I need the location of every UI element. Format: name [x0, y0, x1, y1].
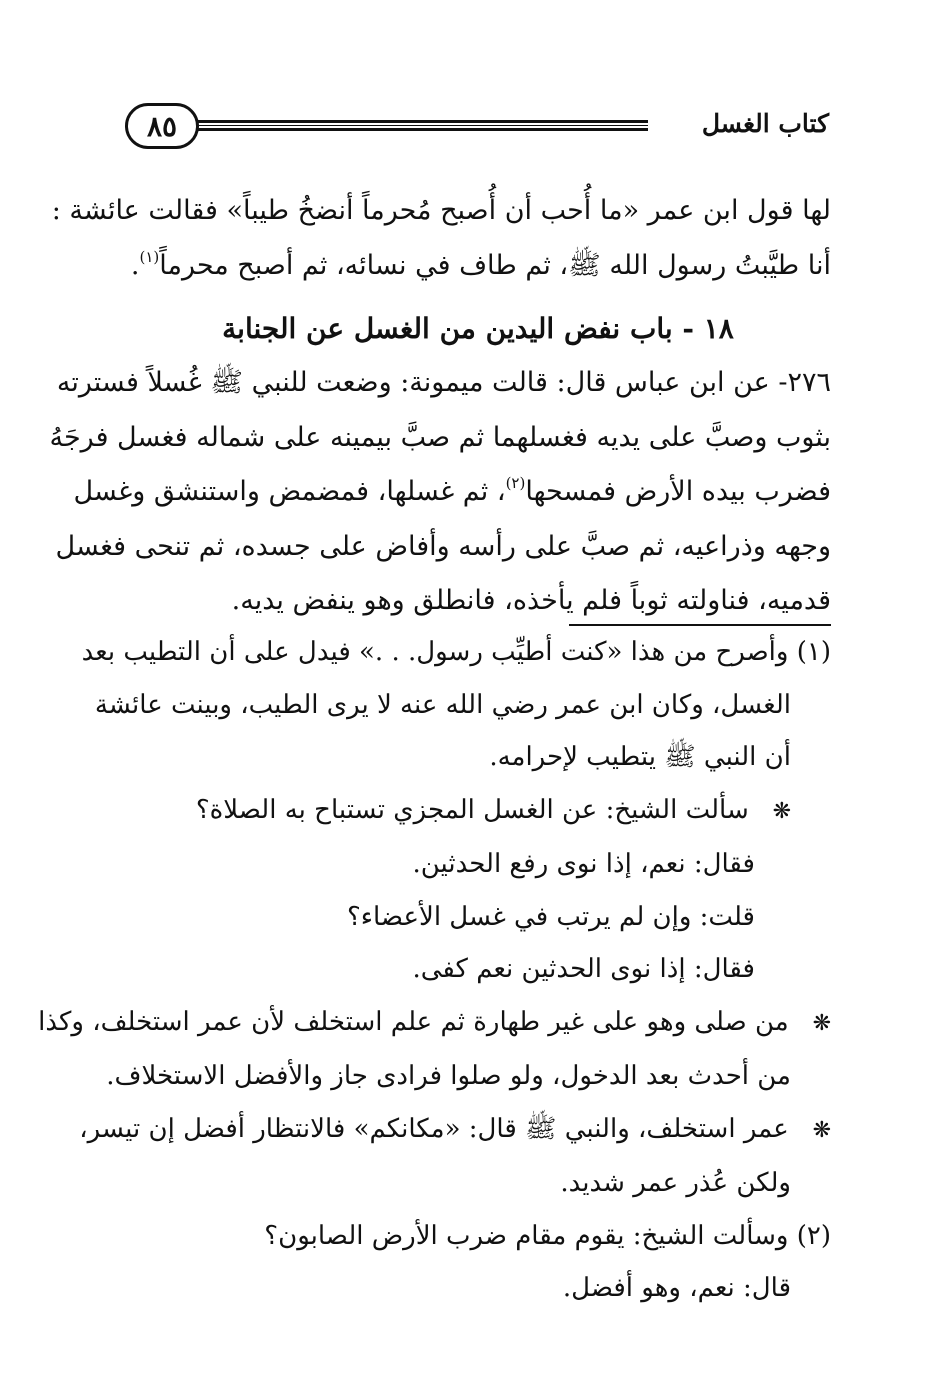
hadith-paragraph [49, 356, 831, 629]
qa1-answer-1: فقال: نعم، إذا نوى رفع الحدثين. [412, 849, 755, 879]
qa1-question-line [125, 784, 831, 839]
bullet2-line-1 [38, 996, 831, 1051]
running-title: كتاب الغسل [701, 109, 829, 138]
intro-paragraph [51, 184, 831, 293]
qa1-question-2: قلت: وإن لم يرتب في غسل الأعضاء؟ [346, 901, 755, 932]
note1-line-1: (١) وأصرح من هذا «كنت أطيِّب رسول. . .» فيدل على أن التطيب بعد [81, 637, 831, 667]
hadith-line-3-a: فضرب بيده الأرض فمسحها [525, 476, 831, 507]
note2-question: (٢) وسألت الشيخ: يقوم مقام ضرب الأرض الصابون؟ [264, 1220, 831, 1251]
intro-line-1: لها قول ابن عمر «ما أُحب أن أُصبح مُحرماً أنضخُ طيباً» فقالت عائشة : [51, 195, 831, 226]
bullet3-text-1: عمر استخلف، والنبي ﷺ قال: «مكانكم» فالانتظار أفضل إن تيسر، [79, 1113, 789, 1144]
footnote-ref-1[interactable]: (١) [139, 247, 160, 266]
note1-line-2: الغسل، وكان ابن عمر رضي الله عنه لا يرى الطيب، وبينت عائشة [94, 689, 791, 720]
star-bullet-icon: ❋ [812, 1117, 831, 1143]
page-number-frame [125, 103, 199, 149]
star-bullet-icon: ❋ [772, 798, 791, 824]
note2-answer: قال: نعم، وهو أفضل. [562, 1273, 791, 1303]
hadith-line-3 [73, 465, 831, 520]
footnote-ref-2[interactable]: (٢) [505, 474, 526, 492]
hadith-line-3-b: ، ثم غسلها، فمضمض واستنشق وغسل [73, 476, 506, 507]
hadith-line-4: وجهه وذراعيه، ثم صبَّ على رأسه وأفاض على جسده، ثم تنحى فغسل [55, 530, 831, 562]
footnotes [38, 626, 831, 1315]
note1-line-3: أن النبي ﷺ يتطيب لإحرامه. [489, 742, 791, 772]
qa1-answer-2: فقال: إذا نوى الحدثين نعم كفى. [412, 954, 755, 984]
bullet2-text-1: من صلى وهو على غير طهارة ثم علم استخلف لأن عمر استخلف، وكذا [38, 1006, 789, 1037]
qa1-question: سألت الشيخ: عن الغسل المجزي تستباح به الصلاة؟ [195, 794, 749, 825]
hadith-line-5: قدميه، فناولته ثوباً فلم يأخذه، فانطلق وهو ينفض يديه. [231, 585, 831, 616]
star-bullet-icon: ❋ [812, 1010, 831, 1036]
bullet2-line-2: من أحدث بعد الدخول، ولو صلوا فرادى جاز والأفضل الاستخلاف. [106, 1061, 791, 1091]
chapter-heading: ١٨ - باب نفض اليدين من الغسل عن الجنابة [222, 312, 734, 345]
page-number: ٨٥ [146, 109, 178, 143]
intro-line-2 [125, 239, 831, 294]
hadith-line-1: ٢٧٦- عن ابن عباس قال: قالت ميمونة: وضعت للنبي ﷺ غُسلاً فسترته [56, 367, 831, 398]
hadith-line-2: بثوب وصبَّ على يديه فغسلهما ثم صبَّ بيمينه على شماله فغسل فرجَهُ [49, 421, 831, 453]
bullet3-line-1 [79, 1103, 831, 1158]
bullet3-line-2: ولكن عُذر عمر شديد. [560, 1168, 791, 1198]
intro-line-2-text: أنا طيَّبتُ رسول الله ﷺ، ثم طاف في نسائه، ثم أصبح محرماً [159, 249, 831, 281]
intro-line-2-end: . [130, 249, 140, 281]
header-rule [196, 120, 648, 131]
